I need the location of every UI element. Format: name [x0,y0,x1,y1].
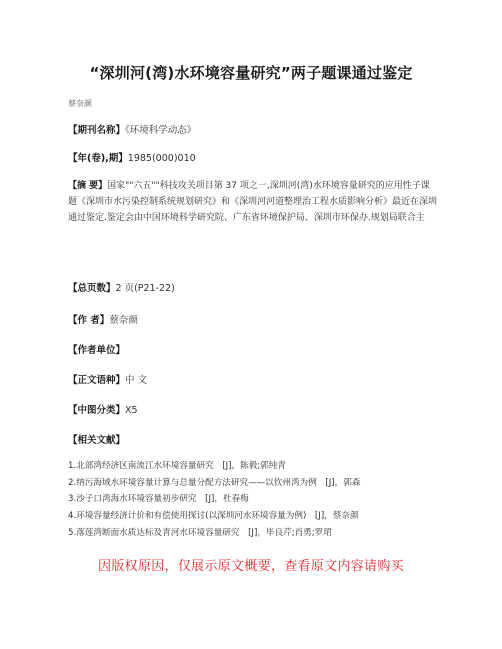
clc-field [68,404,138,418]
journal-value: 《环境科学动态》 [125,125,197,136]
language-label: 【正文语种】 [68,375,126,386]
affiliation-field [68,344,125,358]
language-field [68,374,147,388]
year-issue-value: 1985(000)010 [127,153,196,164]
related-label: 【相关文献】 [68,435,126,446]
related-field [68,434,125,448]
reference-item[interactable]: 3.沙子口湾海水环境容量初步研究 [J]，杜春梅 [68,494,249,505]
year-issue-field [68,152,196,166]
document-title: “深圳河(湾)水环境容量研究”两子题课通过鉴定 [89,64,413,82]
pages-label: 【总页数】 [68,283,116,294]
language-value: 中 文 [125,375,148,386]
clc-label: 【中图分类】 [68,405,126,416]
author-field [68,314,138,328]
reference-list [68,458,448,542]
abstract-text: 国家""六五""科技攻关项目第 37 项之一,深圳河(湾)水环境容量研究的应用性子课题《深圳市水污染控制系统规划研究》和《深圳河河道整理治工程水质影响分析》最近在深圳通过鉴定.鉴定会由中国环境科学研究院、广东省环境保护局、深圳市环保办.规划局联合主 [68,181,438,223]
abstract-field [68,178,438,226]
reference-item[interactable]: 5.落莲湾断面水质达标及青河水环境容量研究 [J]，毕良芹;肖勇;罗珺 [68,527,332,538]
journal-field [68,124,196,138]
pages-field [68,282,175,296]
reference-item[interactable]: 1.北部湾经济区南流江水环境容量研究 [J]，陈毅;郭纯青 [68,461,286,471]
journal-label: 【期刊名称】 [68,125,126,136]
reference-item[interactable]: 4.环境容量经济计价和有偿使用探讨(以深圳河水环境容量为例) [J]，蔡奈颜 [68,511,359,522]
pages-value: 2 页(P21-22) [115,283,175,294]
year-issue-label: 【年(卷),期】 [68,153,128,164]
reference-item[interactable]: 2.纳污海域水环境容量计算与总量分配方法研究——以钦州湾为例 [J]，郭森 [68,477,361,488]
clc-value: X5 [125,405,138,416]
affiliation-label: 【作者单位】 [68,345,126,356]
abstract-label: 【摘 要】 [68,181,108,191]
copyright-notice[interactable]: 因版权原因，仅展示原文概要，查看原文内容请购买 [98,559,404,574]
author-byline: 蔡奈颜 [68,99,92,108]
author-value: 蔡奈颜 [109,315,138,326]
author-label: 【作 者】 [68,315,110,326]
